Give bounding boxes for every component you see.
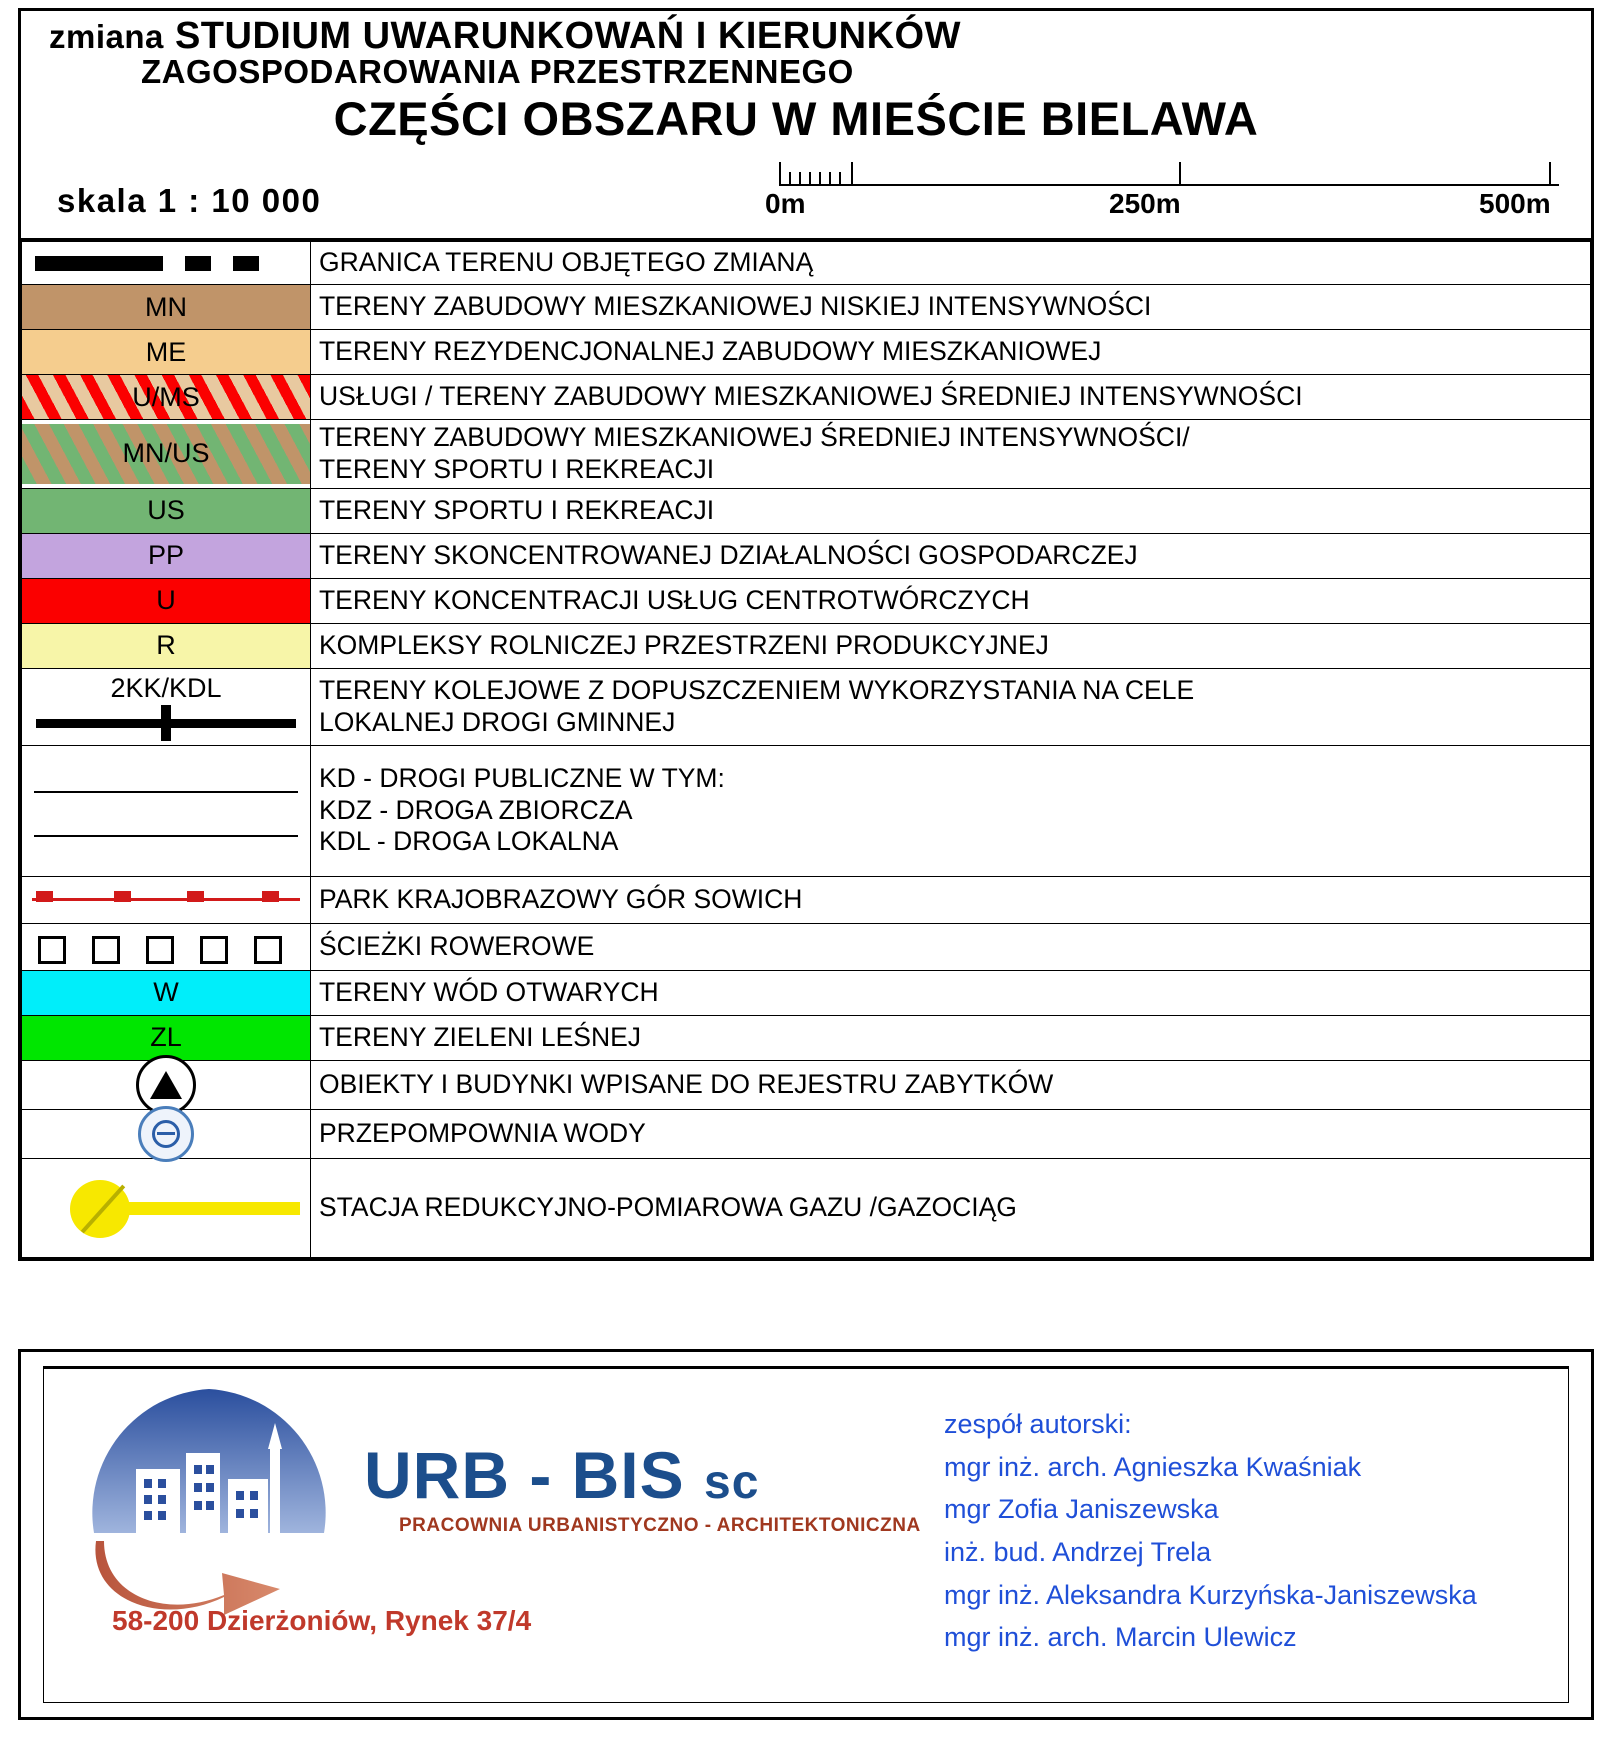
legend-code: US — [147, 495, 185, 526]
author-name: inż. bud. Andrzej Trela — [944, 1536, 1212, 1567]
company-address: 58-200 Dzierżoniów, Rynek 37/4 — [112, 1605, 532, 1636]
legend-desc: TERENY KOLEJOWE Z DOPUSZCZENIEM WYKORZYSTANIA NA CELE LOKALNEJ DROGI GMINNEJ — [311, 668, 1591, 745]
logo-subtitle: PRACOWNIA URBANISTYCZNO - ARCHITEKTONICZNA — [399, 1515, 921, 1536]
title-prefix: zmiana — [49, 18, 164, 55]
color-swatch — [22, 330, 310, 374]
road-lines-icon — [32, 749, 300, 873]
color-swatch — [22, 1016, 310, 1060]
legend-symbol-pp — [22, 533, 311, 578]
legend-desc: TERENY KONCENTRACJI USŁUG CENTROTWÓRCZYCH — [311, 578, 1591, 623]
legend-symbol-bike — [22, 923, 311, 970]
legend-desc: TERENY ZIELENI LEŚNEJ — [311, 1015, 1591, 1060]
legend-symbol-gas — [22, 1158, 311, 1257]
bike-path-icon — [32, 930, 300, 964]
legend-panel — [18, 8, 1594, 1261]
legend-row — [22, 623, 1591, 668]
scale-bar-axis — [779, 184, 1559, 186]
legend-symbol-mn — [22, 285, 311, 330]
scale-tick — [809, 172, 811, 186]
color-swatch — [22, 534, 310, 578]
company-logo — [64, 1383, 924, 1643]
legend-row — [22, 330, 1591, 375]
park-boundary-icon — [32, 883, 300, 917]
legend-code: U/MS — [132, 381, 200, 412]
legend-desc: KD - DROGI PUBLICZNE W TYM: KDZ - DROGA ZBIORCZA KDL - DROGA LOKALNA — [311, 745, 1591, 876]
page-title-line-3: CZĘŚCI OBSZARU W MIEŚCIE BIELAWA — [333, 91, 1259, 145]
legend-row — [22, 1158, 1591, 1257]
legend-symbol-boundary — [22, 242, 311, 285]
authors-block — [944, 1403, 1477, 1659]
legend-desc: ŚCIEŻKI ROWEROWE — [311, 923, 1591, 970]
legend-desc: KOMPLEKSY ROLNICZEJ PRZESTRZENI PRODUKCYJNEJ — [311, 623, 1591, 668]
legend-code: ME — [145, 336, 187, 367]
legend-row — [22, 668, 1591, 745]
legend-symbol-w — [22, 970, 311, 1015]
scale-tick — [851, 162, 853, 186]
legend-row — [22, 488, 1591, 533]
legend-row — [22, 1015, 1591, 1060]
pump-icon — [138, 1106, 194, 1162]
legend-desc: TERENY ZABUDOWY MIESZKANIOWEJ ŚREDNIEJ INTENSYWNOŚCI/ TERENY SPORTU I REKREACJI — [311, 420, 1591, 489]
logo-wordmark-main: URB - BIS — [364, 1438, 685, 1512]
footer-panel — [18, 1349, 1594, 1720]
legend-symbol-me — [22, 330, 311, 375]
color-swatch — [22, 489, 310, 533]
color-swatch — [22, 285, 310, 329]
title-block — [21, 11, 1591, 241]
scale-bar — [765, 156, 1559, 226]
legend-desc: PRZEPOMPOWNIA WODY — [311, 1109, 1591, 1158]
legend-symbol-r — [22, 623, 311, 668]
color-swatch-hatched — [22, 375, 310, 419]
legend-symbol-ums — [22, 375, 311, 420]
legend-symbol-mnus — [22, 420, 311, 489]
author-name: mgr inż. Aleksandra Kurzyńska-Janiszewska — [944, 1579, 1477, 1610]
legend-row — [22, 578, 1591, 623]
legend-row — [22, 876, 1591, 923]
legend-symbol-roads — [22, 745, 311, 876]
legend-desc: PARK KRAJOBRAZOWY GÓR SOWICH — [311, 876, 1591, 923]
legend-row — [22, 420, 1591, 489]
legend-row — [22, 1109, 1591, 1158]
legend-row — [22, 1060, 1591, 1109]
legend-code: R — [156, 630, 176, 661]
legend-row — [22, 375, 1591, 420]
authors-title: zespół autorski: — [944, 1409, 1132, 1439]
legend-code: PP — [147, 540, 185, 571]
legend-symbol-railway — [22, 668, 311, 745]
scale-tick — [789, 172, 791, 186]
legend-desc: TERENY WÓD OTWARYCH — [311, 970, 1591, 1015]
author-name: mgr inż. arch. Agnieszka Kwaśniak — [944, 1451, 1362, 1482]
boundary-dashed-icon — [35, 242, 297, 284]
legend-symbol-monument — [22, 1060, 311, 1109]
page-title-line-2: ZAGOSPODAROWANIA PRZESTRZENNEGO — [141, 53, 854, 90]
legend-symbol-pump — [22, 1109, 311, 1158]
logo-wordmark — [364, 1437, 759, 1513]
legend-code: 2KK/KDL — [110, 672, 222, 703]
color-swatch — [22, 624, 310, 668]
scale-text: skala 1 : 10 000 — [57, 182, 322, 219]
scale-tick — [829, 172, 831, 186]
legend-row — [22, 923, 1591, 970]
gas-station-icon — [32, 1162, 300, 1254]
legend-code: MN — [145, 291, 187, 322]
legend-desc: OBIEKTY I BUDYNKI WPISANE DO REJESTRU ZABYTKÓW — [311, 1060, 1591, 1109]
scale-tick — [1179, 162, 1181, 186]
legend-code: ZL — [150, 1022, 182, 1053]
footer-inner-frame — [43, 1366, 1569, 1703]
legend-desc: STACJA REDUKCYJNO-POMIAROWA GAZU /GAZOCIĄG — [311, 1158, 1591, 1257]
legend-code: W — [153, 977, 179, 1008]
author-name: mgr Zofia Janiszewska — [944, 1494, 1219, 1525]
legend-desc: USŁUGI / TERENY ZABUDOWY MIESZKANIOWEJ ŚREDNIEJ INTENSYWNOŚCI — [311, 375, 1591, 420]
legend-row — [22, 285, 1591, 330]
railway-icon — [32, 673, 300, 741]
legend-desc: TERENY ZABUDOWY MIESZKANIOWEJ NISKIEJ INTENSYWNOŚCI — [311, 285, 1591, 330]
color-swatch-hatched — [22, 424, 310, 484]
title-main: STUDIUM UWARUNKOWAŃ I KIERUNKÓW — [174, 15, 961, 57]
color-swatch — [22, 971, 310, 1015]
scale-label-250: 250m — [1109, 188, 1181, 219]
legend-row — [22, 242, 1591, 285]
legend-desc: TERENY SKONCENTROWANEJ DZIAŁALNOŚCI GOSPODARCZEJ — [311, 533, 1591, 578]
scale-label-500: 500m — [1479, 188, 1551, 219]
legend-table — [21, 241, 1591, 1258]
legend-symbol-park — [22, 876, 311, 923]
legend-symbol-us — [22, 488, 311, 533]
legend-code: MN/US — [122, 438, 210, 469]
scale-tick — [839, 172, 841, 186]
scale-label-0: 0m — [765, 188, 806, 219]
author-name: mgr inż. arch. Marcin Ulewicz — [944, 1622, 1297, 1653]
logo-wordmark-sc: sc — [704, 1456, 760, 1509]
legend-row — [22, 745, 1591, 876]
urb-bis-logo-icon — [74, 1383, 344, 1623]
legend-row — [22, 970, 1591, 1015]
legend-symbol-u — [22, 578, 311, 623]
page-title-line-1 — [31, 17, 1581, 55]
legend-row — [22, 533, 1591, 578]
scale-tick — [799, 172, 801, 186]
legend-desc: GRANICA TERENU OBJĘTEGO ZMIANĄ — [311, 242, 1591, 285]
legend-desc: TERENY REZYDENCJONALNEJ ZABUDOWY MIESZKANIOWEJ — [311, 330, 1591, 375]
legend-code: U — [156, 585, 176, 616]
legend-desc: TERENY SPORTU I REKREACJI — [311, 488, 1591, 533]
scale-tick — [819, 172, 821, 186]
scale-tick — [1549, 162, 1551, 186]
color-swatch — [22, 579, 310, 623]
legend-symbol-zl — [22, 1015, 311, 1060]
scale-tick — [779, 162, 781, 186]
